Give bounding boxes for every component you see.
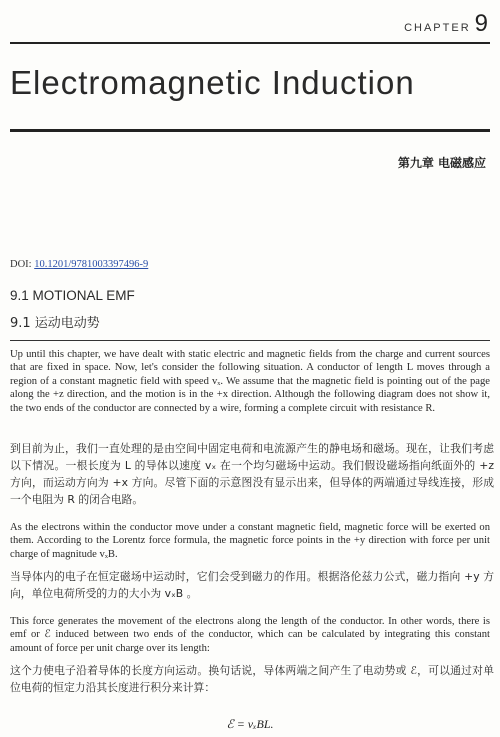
chapter-title-cn: 第九章 电磁感应	[397, 156, 486, 170]
paragraph-1-cn: 到目前为止，我们一直处理的是由空间中固定电荷和电流源产生的静电场和磁场。现在，让我们考虑以下情况。一根长度为 L 的导体以速度 vₓ 在一个均匀磁场中运动。我们假设磁场指向纸面外的 +z 方向，而运动方向为 +x 方向。尽管下面的示意图没有显示出来，但导体的两端通过导线连接，形成一个电阻为 R 的闭合电路。	[10, 442, 494, 506]
title-bottom-rule	[10, 129, 490, 132]
chapter-title: Electromagnetic Induction	[10, 64, 415, 101]
doi-link[interactable]: 10.1201/9781003397496-9	[34, 259, 149, 270]
section-heading-en: 9.1 MOTIONAL EMF	[10, 288, 135, 303]
section-heading-cn: 9.1 运动电动势	[10, 316, 100, 331]
paragraph-3-cn: 这个力使电子沿着导体的长度方向运动。换句话说，导体两端之间产生了电动势或 ℰ，可以通过对单位电荷的恒定力沿其长度进行积分来计算：	[10, 664, 494, 694]
chapter-label	[404, 10, 488, 38]
section-rule	[10, 340, 490, 341]
chapter-number: 9	[474, 10, 488, 37]
title-top-rule	[10, 42, 490, 44]
paragraph-1-en: Up until this chapter, we have dealt with static electric and magnetic fields from the charge and current sources that are fixed in space. Now, let's consider the following situation. A conductor of length L moves through a region of a constant magnetic field with speed vₓ. We assume that the magnetic field is pointing out of the page along the +z direction, and the motion is in the +x direction. Although the following diagram does not show it, the two ends of the conductor are connected by a wire, forming a complete circuit with resistance R.	[10, 349, 490, 414]
paragraph-3-en: This force generates the movement of the electrons along the length of the conductor. In other words, there is emf or ℰ induced between two ends of the conductor, which can be calculated by integrating this constant amount of force per unit charge over its length:	[10, 616, 490, 654]
paragraph-2-en: As the electrons within the conductor move under a constant magnetic field, magnetic force will be exerted on them. According to the Lorentz force formula, the magnetic force points in the +y direction with force per unit charge of magnitude vₓB.	[10, 522, 490, 560]
chapter-word: CHAPTER	[404, 22, 471, 34]
doi-line	[10, 259, 148, 270]
doi-label: DOI:	[10, 259, 35, 270]
paragraph-2-cn: 当导体内的电子在恒定磁场中运动时，它们会受到磁力的作用。根据洛伦兹力公式，磁力指向 +y 方向，单位电荷所受的力的大小为 vₓB 。	[10, 570, 494, 600]
emf-equation: ℰ = vₓBL.	[226, 717, 274, 731]
